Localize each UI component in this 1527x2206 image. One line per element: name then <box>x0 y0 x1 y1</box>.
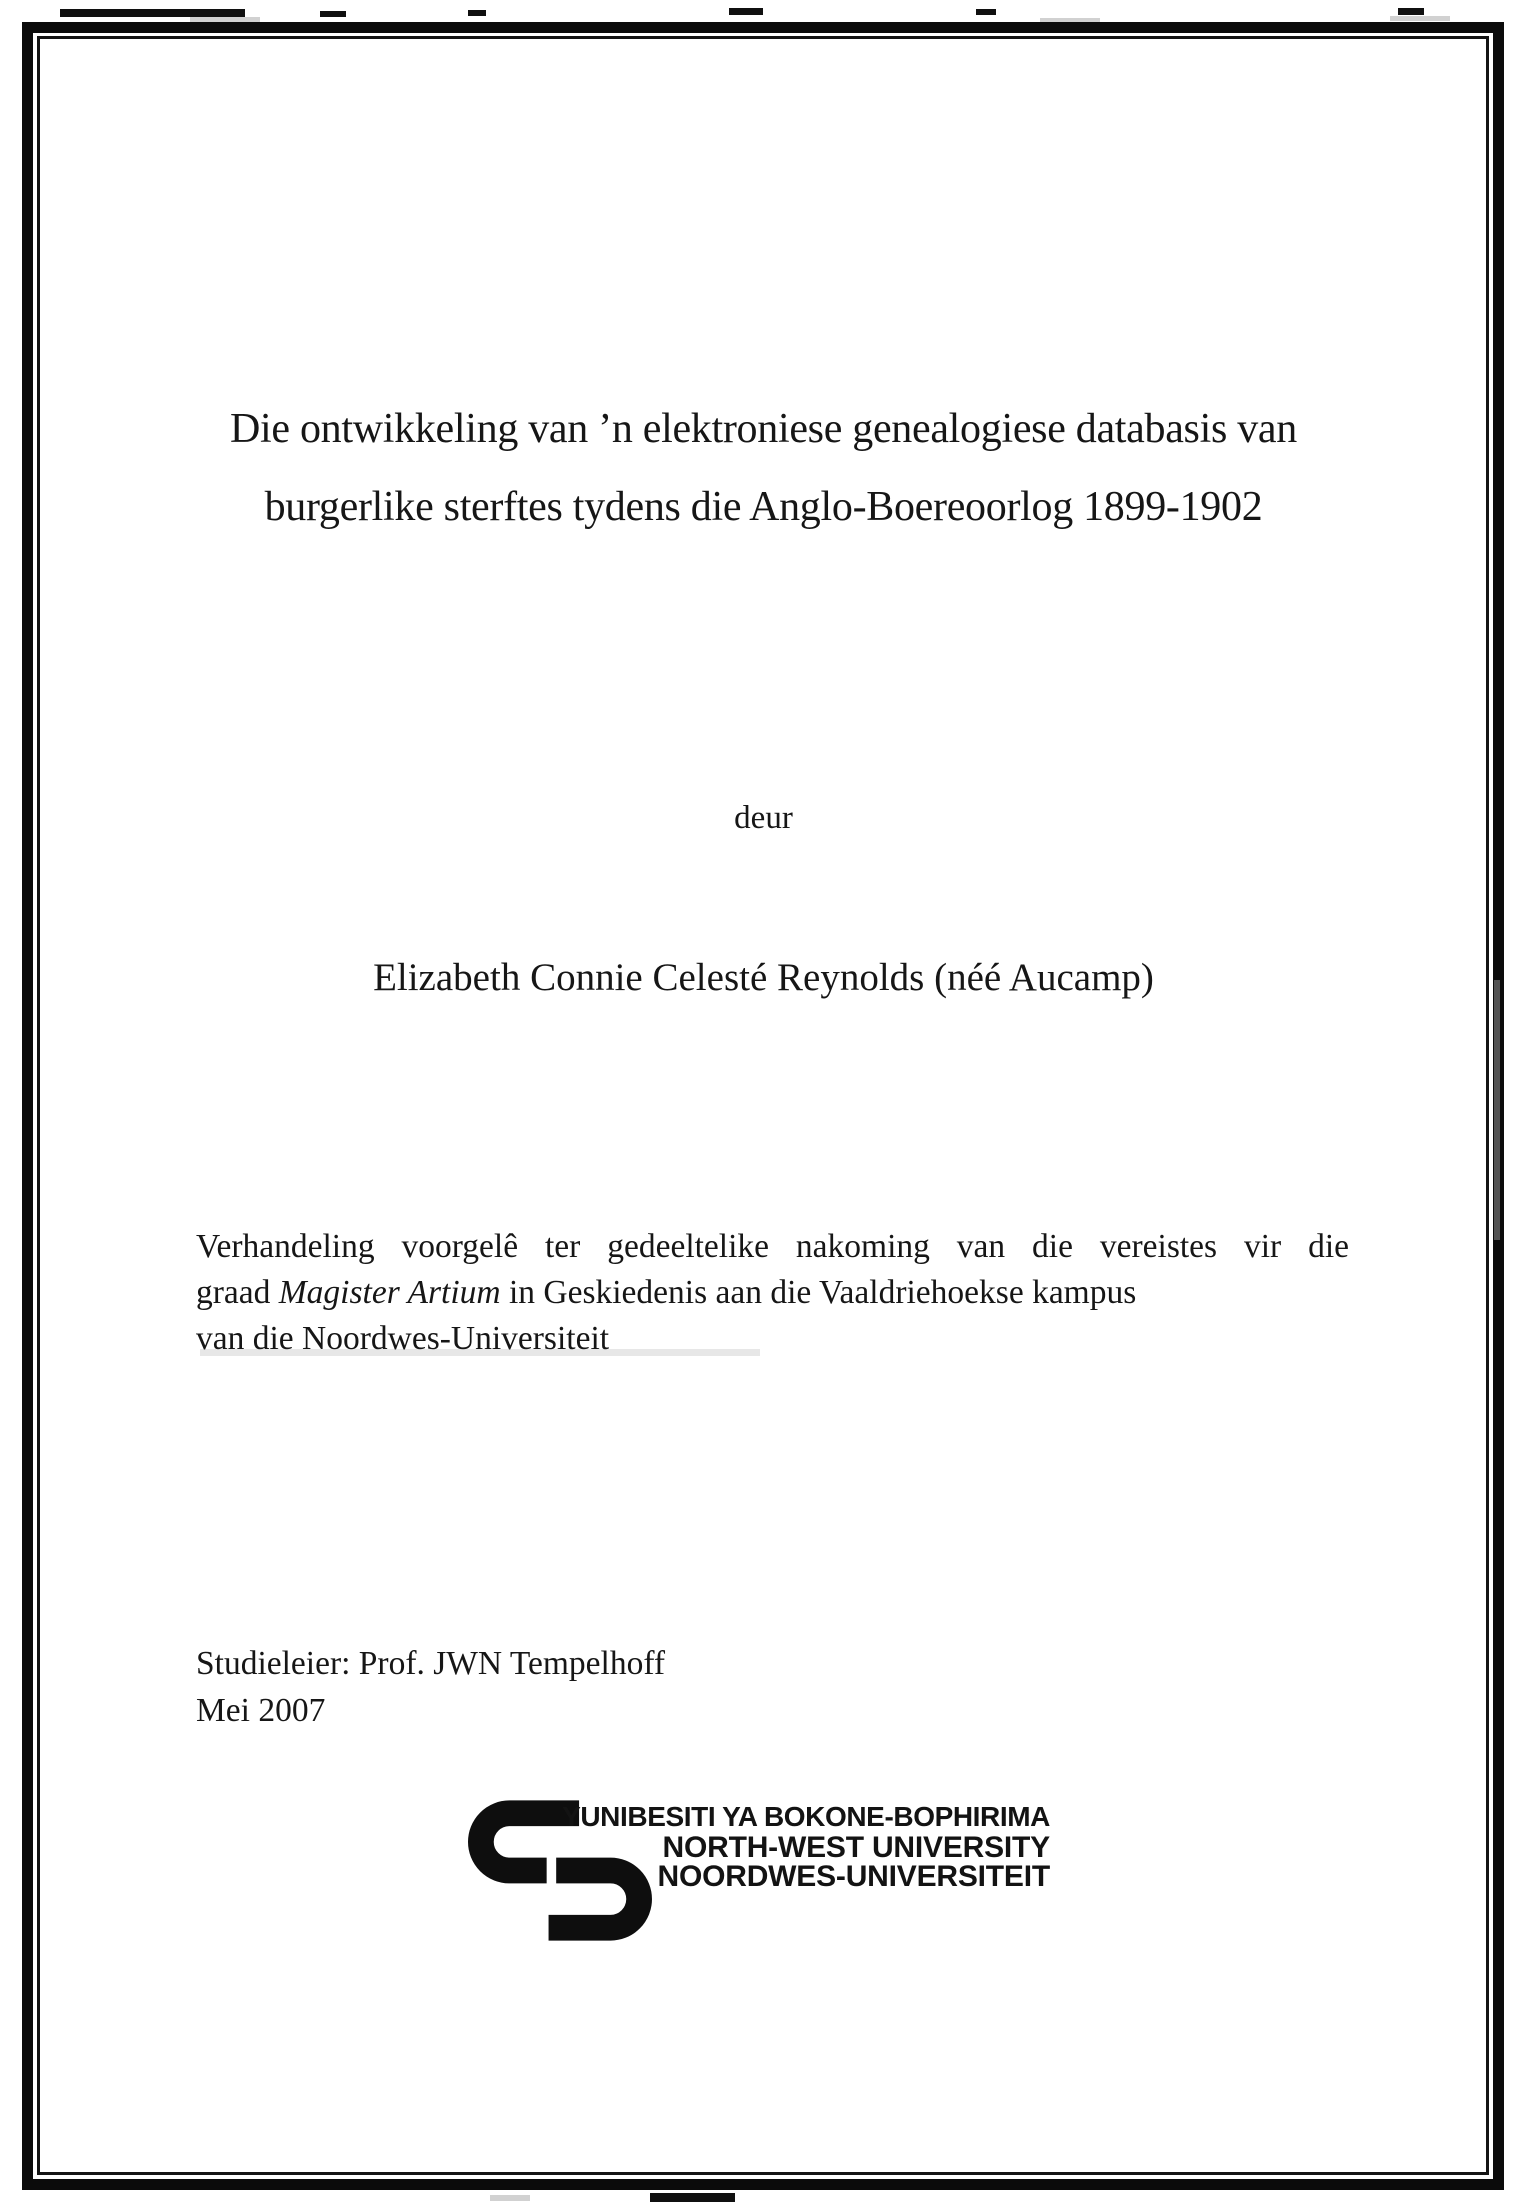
supervisor-line: Studieleier: Prof. JWN Tempelhoff <box>196 1645 666 1682</box>
scan-artifact <box>650 2193 735 2202</box>
thesis-statement-line2-pre: graad <box>196 1274 279 1311</box>
thesis-statement-line2 <box>196 1270 1349 1316</box>
scan-artifact <box>1390 16 1450 21</box>
thesis-statement-line2-post: in Geskiedenis aan die Vaaldriehoekse kampus <box>500 1274 1137 1311</box>
thesis-statement <box>196 1224 1349 1362</box>
scan-artifact <box>490 2195 530 2201</box>
byline: deur <box>734 800 793 836</box>
author-name: Elizabeth Connie Celesté Reynolds (néé Aucamp) <box>373 956 1154 999</box>
nwu-name-english: NORTH-WEST UNIVERSITY <box>662 1831 1050 1864</box>
thesis-title <box>60 390 1467 546</box>
scan-artifact <box>1398 8 1424 15</box>
scan-artifact <box>60 9 245 17</box>
scan-artifact <box>320 11 346 17</box>
scan-artifact <box>1494 980 1500 1240</box>
nwu-name-setswana: YUNIBESITI YA BOKONE-BOPHIRIMA <box>562 1801 1050 1832</box>
nwu-logo-text <box>540 1801 1050 1891</box>
scan-artifact <box>976 9 996 15</box>
thesis-statement-line1: Verhandeling voorgelê ter gedeeltelike nakoming van die vereistes vir die <box>196 1228 1349 1265</box>
supervisor-block <box>196 1640 665 1734</box>
scan-artifact <box>468 10 486 16</box>
date-line: Mei 2007 <box>196 1692 326 1729</box>
thesis-title-line2: burgerlike sterftes tydens die Anglo-Boereoorlog 1899-1902 <box>264 484 1263 530</box>
nwu-name-afrikaans: NOORDWES-UNIVERSITEIT <box>657 1860 1050 1893</box>
degree-name-italic: Magister Artium <box>278 1274 501 1311</box>
thesis-title-line1: Die ontwikkeling van ’n elektroniese genealogiese databasis van <box>230 406 1297 452</box>
thesis-statement-line3: van die Noordwes-Universiteit <box>196 1320 610 1357</box>
scan-artifact <box>729 8 763 15</box>
